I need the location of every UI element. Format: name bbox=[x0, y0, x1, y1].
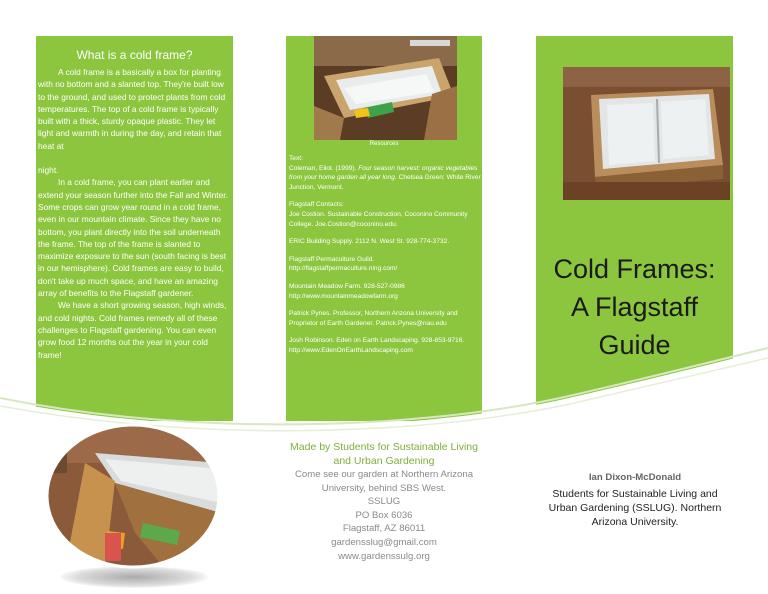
paragraph: In a cold frame, you can plant earlier and extend your season further into the Fall and Winter. Some crops can grow year round in a cold frame, even in our mountain climate. Since they have no bottom, you plant directly into the soil underneath the frame. The top of the frame is slanted to maximize exposure to the sun (south facing is best in our hemisphere). Cold frames are easy to build, don't take up much space, and have an amazing array of benefits to the Flagstaff gardener. bbox=[38, 177, 228, 299]
contact-entry: Josh Robinson. Eden on Earth Landscaping. 928-853-9716. http://www.EdenOnEarthLandscaping.com bbox=[289, 337, 465, 354]
contact-entry: ERIC Building Supply. 2112 N. West St. 928-774-3732. bbox=[289, 238, 450, 246]
contact-entry: Patrick Pynes. Professor, Northern Arizona University and Proprietor of Earth Gardener. Patrick.Pynes@nau.edu bbox=[289, 310, 458, 327]
mailing-info bbox=[286, 468, 482, 563]
author-name: Ian Dixon-McDonald bbox=[588, 472, 682, 483]
paragraph: night. bbox=[38, 165, 59, 176]
email-link[interactable]: gardensslug@gmail.com bbox=[331, 536, 437, 548]
text-citation bbox=[289, 154, 481, 192]
paragraph: We have a short growing season, high winds, and cold nights. Cold frames remedy all of these challenges to Flagstaff gardening. You can even grow food 12 months out the year in your cold frame! bbox=[38, 300, 227, 360]
made-by-credit: Made by Students for Sustainable Living and Urban Gardening bbox=[290, 441, 478, 467]
resources-heading: Resources bbox=[369, 141, 399, 147]
contact-entry: Mountain Meadow Farm. 928-527-0986 http://www.mountainmeadowfarm.org bbox=[289, 282, 405, 300]
resources-list bbox=[289, 154, 481, 364]
contact-line: Flagstaff, AZ 86011 bbox=[342, 523, 426, 535]
cover-photo bbox=[563, 67, 730, 200]
cold-frame-photo bbox=[314, 36, 457, 140]
contact-line: Come see our garden at Northern Arizona University, behind SBS West. bbox=[294, 469, 474, 494]
citation-publisher: . Chelsea Green: White River Junction, Vermont. bbox=[289, 174, 481, 191]
contact-line: PO Box 6036 bbox=[355, 509, 413, 521]
citation-title: Four season harvest: organic vegetables from your home garden all year long bbox=[289, 164, 478, 182]
contact-entry: Joe Costion. Sustainable Construction, Coconino Community College. Joe.Costion@coconino.edu. bbox=[289, 210, 468, 228]
citation-author: Coleman, Eliot. (1999). bbox=[289, 164, 359, 172]
text-label: Text: bbox=[289, 155, 303, 162]
paragraph: A cold frame is a basically a box for planting with no bottom and a slanted top. They're built low to the ground, and used to protect plants from cold temperatures. The top of a cold frame is typically built with a thick, sturdy opaque plastic. They let light and warmth in during the day, and retain that heat at bbox=[38, 67, 226, 151]
cover-title-line: Guide bbox=[598, 330, 671, 360]
photo-shadow bbox=[60, 566, 208, 588]
cold-frame-description bbox=[38, 66, 230, 361]
contacts-label: Flagstaff Contacts: bbox=[289, 201, 344, 209]
section-heading: What is a cold frame? bbox=[76, 48, 193, 62]
website-link[interactable]: www.gardenssulg.org bbox=[338, 550, 430, 562]
contact-line: SSLUG bbox=[367, 496, 401, 508]
cover-title-line: A Flagstaff bbox=[570, 292, 699, 322]
contact-entry: Flagstaff Permaculture Guild. http://flagstaffpermaculture.ning.com/ bbox=[289, 255, 398, 273]
cover-title-line: Cold Frames: bbox=[553, 254, 716, 284]
organization-name: Students for Sustainable Living and Urban Gardening (SSLUG). Northern Arizona University. bbox=[548, 488, 722, 528]
circular-garden-photo bbox=[45, 423, 221, 569]
cover-title bbox=[536, 250, 733, 364]
